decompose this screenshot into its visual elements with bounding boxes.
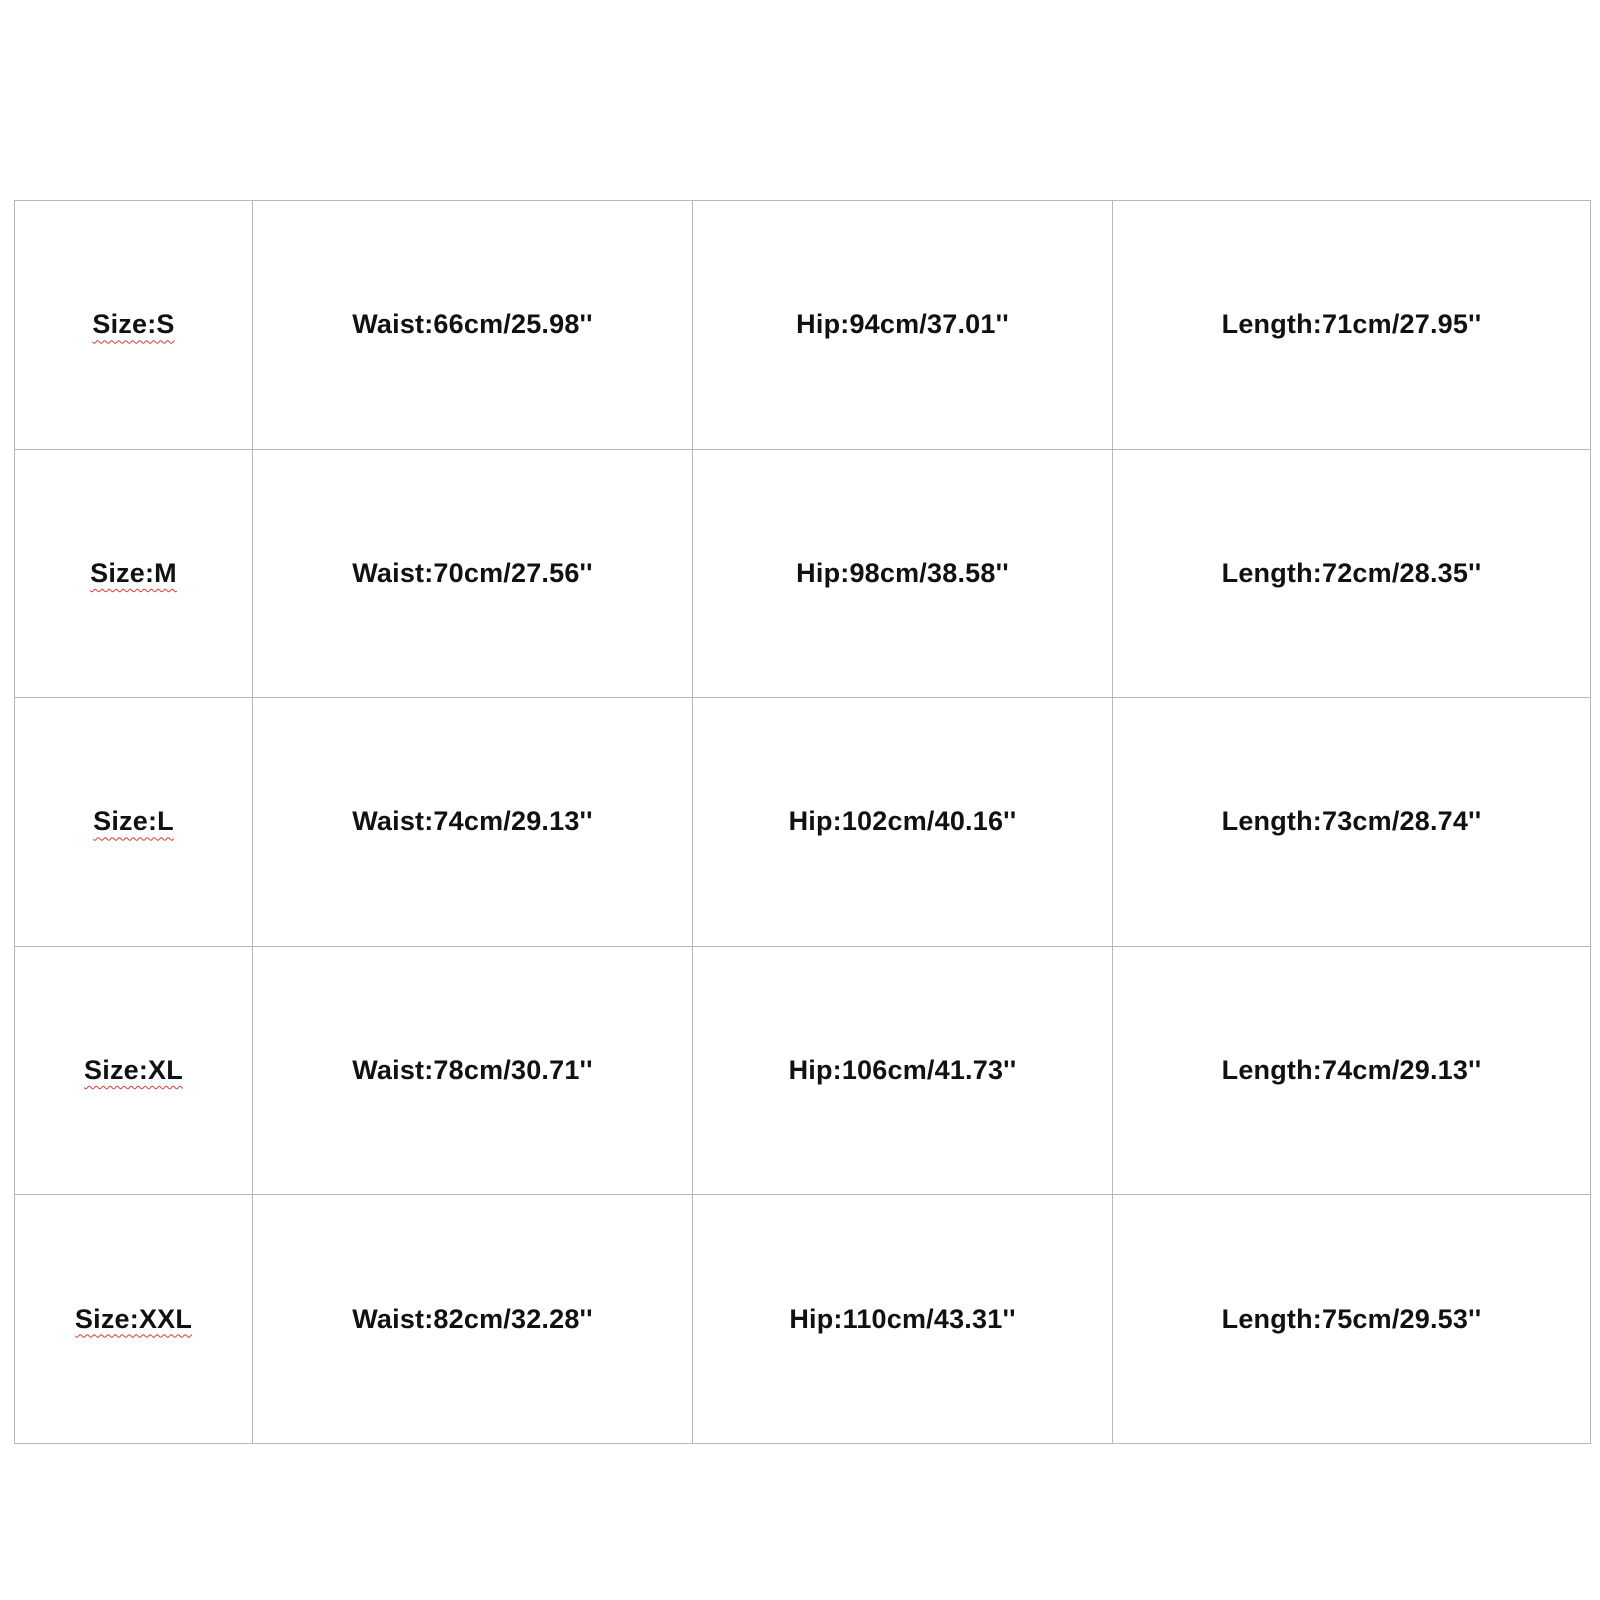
hip-cell: Hip:106cm/41.73''	[693, 946, 1113, 1195]
waist-cell: Waist:66cm/25.98''	[253, 201, 693, 450]
hip-cell: Hip:98cm/38.58''	[693, 449, 1113, 698]
size-cell	[15, 201, 253, 450]
length-cell: Length:72cm/28.35''	[1113, 449, 1591, 698]
length-cell: Length:71cm/27.95''	[1113, 201, 1591, 450]
table-row	[15, 449, 1591, 698]
size-label: Size:XXL	[74, 1303, 193, 1334]
hip-cell: Hip:102cm/40.16''	[693, 698, 1113, 947]
waist-cell: Waist:78cm/30.71''	[253, 946, 693, 1195]
waist-cell: Waist:70cm/27.56''	[253, 449, 693, 698]
hip-cell: Hip:110cm/43.31''	[693, 1195, 1113, 1444]
table-row	[15, 946, 1591, 1195]
size-chart-table	[14, 200, 1591, 1444]
length-cell: Length:74cm/29.13''	[1113, 946, 1591, 1195]
length-cell: Length:75cm/29.53''	[1113, 1195, 1591, 1444]
table-row	[15, 1195, 1591, 1444]
table-row	[15, 698, 1591, 947]
waist-cell: Waist:82cm/32.28''	[253, 1195, 693, 1444]
size-label: Size:S	[92, 309, 175, 340]
table-row	[15, 201, 1591, 450]
size-cell	[15, 946, 253, 1195]
size-cell	[15, 1195, 253, 1444]
size-label: Size:L	[93, 806, 174, 837]
size-cell	[15, 698, 253, 947]
hip-cell: Hip:94cm/37.01''	[693, 201, 1113, 450]
length-cell: Length:73cm/28.74''	[1113, 698, 1591, 947]
size-label: Size:M	[90, 557, 177, 588]
waist-cell: Waist:74cm/29.13''	[253, 698, 693, 947]
size-label: Size:XL	[84, 1055, 183, 1086]
size-cell	[15, 449, 253, 698]
